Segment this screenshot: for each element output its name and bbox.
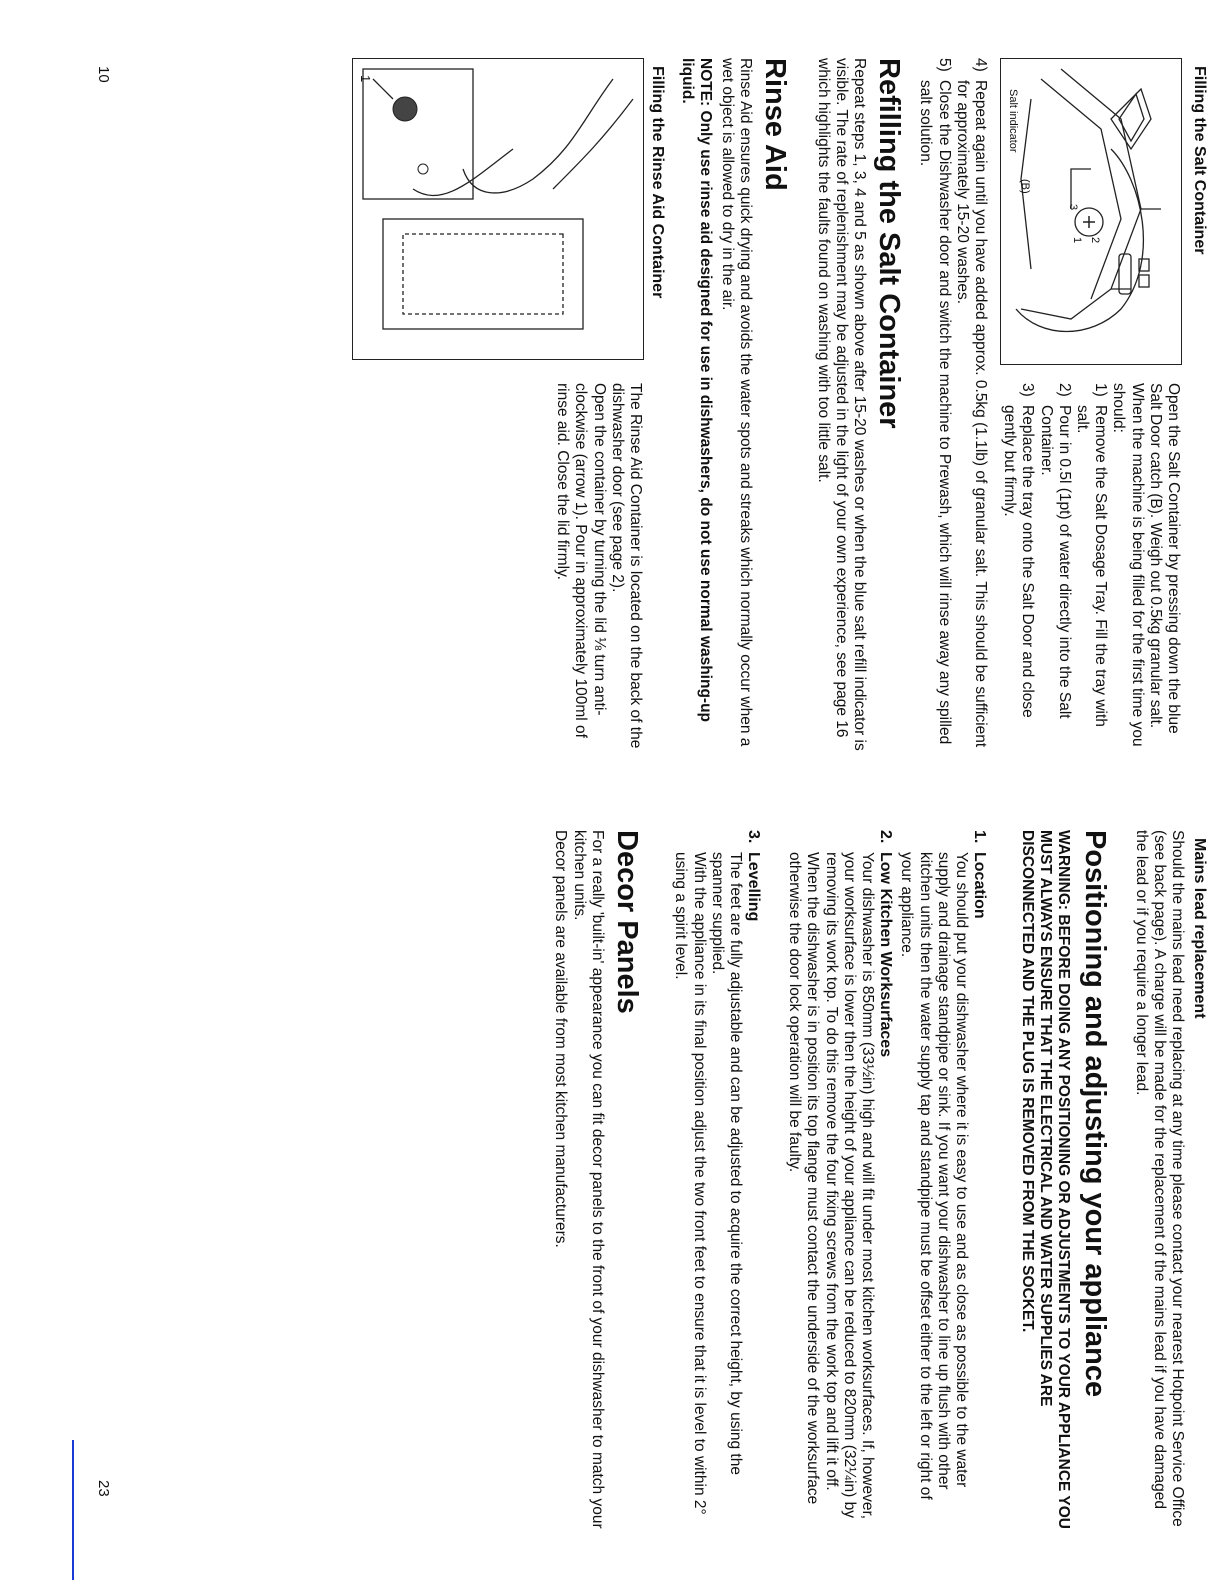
levelling-section xyxy=(671,830,762,1530)
salt-step-5 xyxy=(916,58,952,758)
blue-underline xyxy=(72,1440,74,1580)
rinse-fill-text-2: Open the container by turning the lid ⅛ turn anti-clockwise (arrow 1). Pour in approximately 100ml of rinse aid. Close the lid firmly. xyxy=(554,383,608,738)
step-number: 2) xyxy=(1055,383,1073,397)
low-worksurface-section xyxy=(785,830,894,1530)
salt-step-4 xyxy=(953,58,989,758)
rinse-aid-figure xyxy=(352,58,644,360)
decor-heading: Decor Panels xyxy=(611,830,643,1014)
step-text: Close the Dishwasher door and switch the machine to Prewash, which will rinse away any spilled salt solution. xyxy=(917,80,953,745)
warning-text: WARNING: BEFORE DOING ANY POSITIONING OR ADJUSTMENTS TO YOUR APPLIANCE YOU MUST ALWAYS ENSURE THAT THE ELECTRICAL AND WATER SUPPLIES ARE DISCONNECTED AND THE PLUG IS REMOVED FROM THE SOCKET. xyxy=(1018,830,1072,1529)
rinse-note: NOTE: Only use rinse aid designed for use in dishwashers, do not use normal washing-up liquid. xyxy=(678,58,714,723)
step-number: 1) xyxy=(1092,383,1110,397)
decor-text-1: For a really 'built-in' appearance you can fit decor panels to the front of your dishwasher to match your kitchen units. xyxy=(570,830,606,1529)
salt-step-3 xyxy=(1000,383,1036,758)
rinse-heading: Rinse Aid xyxy=(759,58,791,191)
step-text: Repeat again until you have added approx. 0.5kg (1.1lb) of granular salt. This should be sufficient for approximately 15-20 washes. xyxy=(953,80,989,748)
section-number: 2. xyxy=(877,830,894,844)
rinse-aid-illustration xyxy=(353,59,643,359)
location-text: You should put your dishwasher where it is easy to use and as close as possible to the water supply and drainage standpipe or sink. If you want your dishwasher to line up flush with other kitchen units then the water supply tap and standpipe must be offset either to the left or right of your appliance. xyxy=(898,852,970,1500)
step-text: Pour in 0.5l (1pt) of water directly into the Salt Container. xyxy=(1037,405,1073,719)
dial-label-3: 3 xyxy=(1067,204,1079,211)
refill-text: Repeat steps 1, 3, 4 and 5 as shown above after 15-20 washes or when the blue salt refill indicator is visible. The rate of replenishment may be adjusted in the light of your own experience, see page 16 which highlights the faults found on washing with too little salt. xyxy=(814,58,868,751)
rinse-aid-lid xyxy=(393,97,417,121)
dial-label-1: 1 xyxy=(1071,237,1083,244)
page-number-left: 10 xyxy=(95,66,112,83)
dial-label-2: 2 xyxy=(1089,237,1101,244)
salt-steps-continued xyxy=(916,58,989,758)
step-number: 4) xyxy=(972,58,989,72)
level-text-2: With the appliance in its final position adjust the two front feet to ensure that it is level to within 2° using a spirit level. xyxy=(672,852,708,1515)
mains-heading: Mains lead replacement xyxy=(1191,838,1208,1019)
salt-container-illustration xyxy=(1001,59,1181,364)
step-number: 3) xyxy=(1019,383,1037,397)
step-text: Remove the Salt Dosage Tray. Fill the tray with salt. xyxy=(1073,405,1110,727)
salt-step-1 xyxy=(1073,383,1109,758)
salt-step-2 xyxy=(1036,383,1072,758)
mains-text: Should the mains lead need replacing at any time please contact your nearest Hotpoint Service Office (see back page). A charge will be made for the replacement of the mains lead if you have damaged the lead or if you require a longer lead. xyxy=(1132,830,1186,1527)
section-number: 3. xyxy=(745,830,762,844)
rinse-fill-text-1: The Rinse Aid Container is located on the back of the dishwasher door (see page 2). xyxy=(608,383,644,749)
rinse-fill-block xyxy=(553,383,644,758)
level-title xyxy=(744,830,762,1530)
refill-heading: Refilling the Salt Container xyxy=(873,58,905,429)
positioning-heading: Positioning and adjusting your appliance xyxy=(1079,830,1111,1398)
page-number-right: 23 xyxy=(95,1480,112,1497)
salt-indicator-label: Salt indicator xyxy=(1007,89,1019,153)
salt-intro: Open the Salt Container by pressing down the blue Salt Door catch (B). Weigh out 0.5kg granular salt. When the machine is being filled for the first time you should: xyxy=(1110,383,1182,747)
location-section xyxy=(897,830,988,1530)
low-text: Your dishwasher is 850mm (33½in) high and will fit under most kitchen worksurfaces. If, however, your worksurface is lower then the height of your appliance can be reduced to 820mm (32¼in) by removing its work top. To do this remove the four fixing screws from the work top and lift it off. When the dishwasher is in position its top flange must contact the underside of the worksurface otherwise the door lock operation will be faulty. xyxy=(786,852,876,1520)
level-text-1: The feet are fully adjustable and can be adjusted to acquire the correct height, by using the spanner supplied. xyxy=(708,852,744,1475)
low-title xyxy=(876,830,894,1530)
step-number: 5) xyxy=(935,58,953,72)
rinse-fill-heading: Filling the Rinse Aid Container xyxy=(649,66,666,299)
decor-text-2: Decor panels are available from most kitchen manufacturers. xyxy=(552,830,569,1248)
b-catch-label: (B) xyxy=(1019,179,1031,194)
section-number: 1. xyxy=(971,830,988,844)
salt-heading: Filling the Salt Container xyxy=(1191,66,1208,255)
arrow-1-label: 1 xyxy=(358,75,373,83)
location-heading: Location xyxy=(971,852,988,919)
salt-intro-block xyxy=(1000,383,1182,758)
low-heading: Low Kitchen Worksurfaces xyxy=(877,852,894,1058)
location-title xyxy=(970,830,988,1530)
level-heading: Levelling xyxy=(745,852,762,922)
rinse-text: Rinse Aid ensures quick drying and avoids the water spots and streaks which normally occur when a wet object is allowed to dry in the air. xyxy=(718,58,754,747)
step-text: Replace the tray onto the Salt Door and close gently but firmly. xyxy=(1001,405,1037,718)
salt-container-figure xyxy=(1000,58,1182,365)
